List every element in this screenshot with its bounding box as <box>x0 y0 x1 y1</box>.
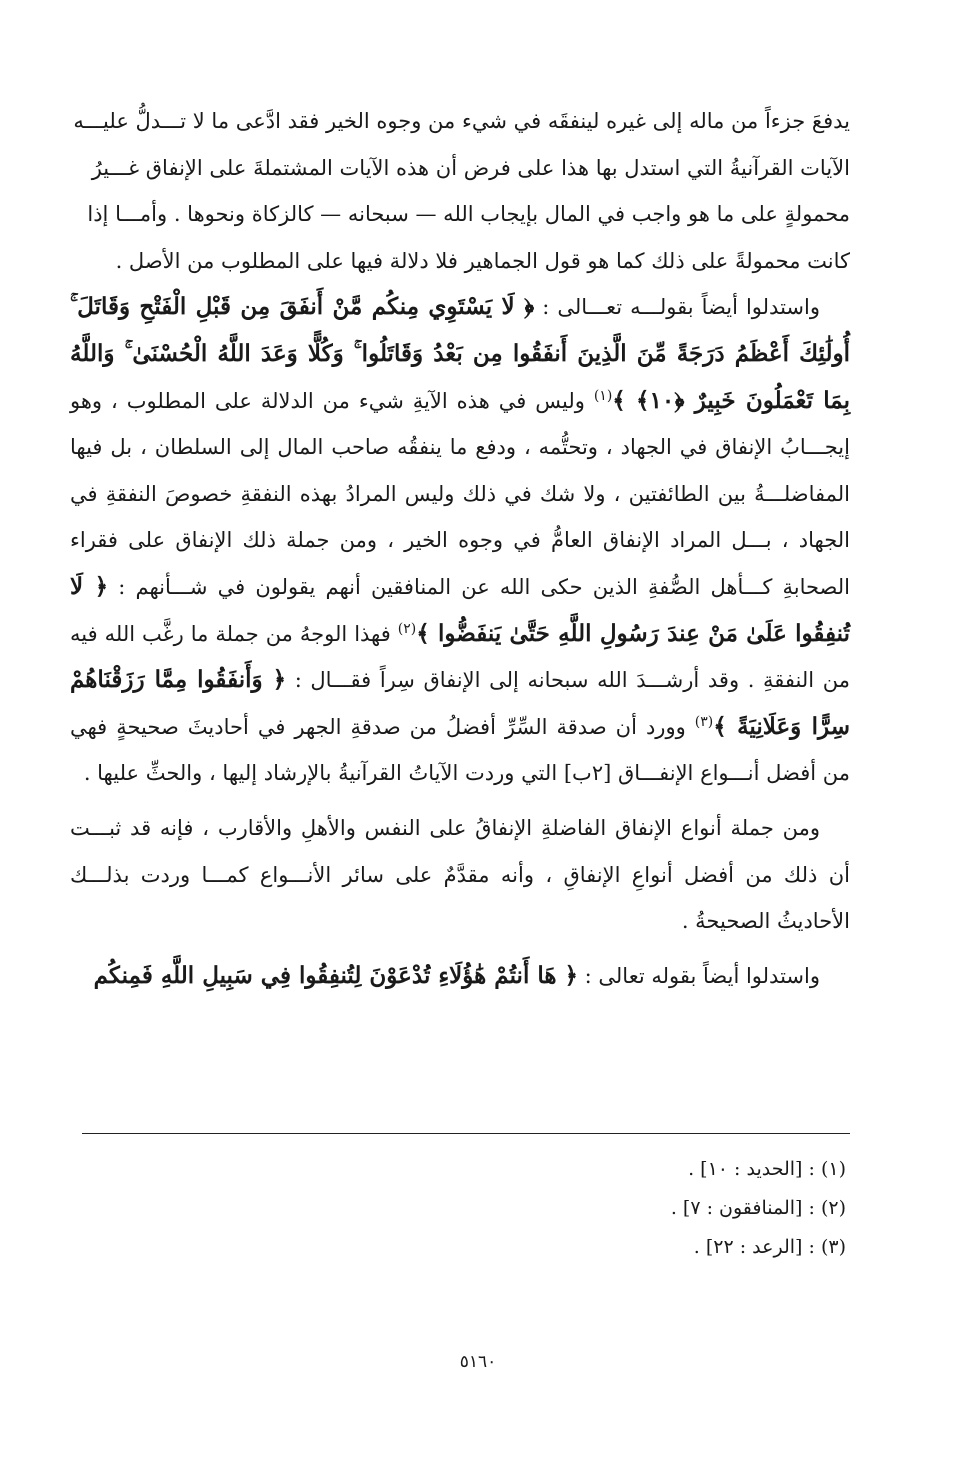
paragraph-2 <box>70 284 850 797</box>
text-segment: واستدلوا أيضاً بقولـــه تعـــالى : <box>534 295 820 320</box>
text-segment: فهذا الوجهُ من جملة ما رغَّب الله فيه من النفقةِ . وقد أرشـــدَ الله سبحانه إلى الإنفاق سِراً فقـــال : <box>70 621 851 693</box>
footnotes <box>346 1150 846 1267</box>
paragraph-3: ومن جملة أنواع الإنفاق الفاضلةِ الإنفاقُ على النفس والأهلِ والأقارب ، فإنه قد ثبـــت أن ذلك من أفضل أنواعِ الإنفاقِ ، وأنه مقدَّمٌ على سائر الأنـــواع كمـــا وردت بذلـــك الأحاديثُ الصحيحةُ . <box>70 815 850 934</box>
footnote-marker: (١) <box>593 387 613 404</box>
text-line: كانت محمولةً على ذلك كما هو قول الجماهير فلا دلالة فيها على المطلوب من الأصل . <box>115 248 850 273</box>
paragraph-1 <box>70 98 850 284</box>
page-number: ٥١٦٠ <box>459 1352 497 1372</box>
footnote-marker: (٢) <box>397 620 417 637</box>
footnote-1: (١) : [الحديد : ١٠] . <box>688 1158 846 1180</box>
footnote-marker: (٣) <box>694 713 714 730</box>
text-segment: وليس في هذه الآيةِ شيء من الدلالة على المطلوب ، وهو إيجـــابُ الإنفاق في الجهاد ، وتحتُّمه ، ودفع ما ينفقُه صاحب المال إلى السلطان ، بل فيها المفاضلـــةُ بين الطائفتين ، ولا شك في ذلك وليس المرادُ بهذه النفقةِ خصوصَ النفقةِ في الجهاد ، بـــل المراد الإنفاق العامُّ في وجوه الخير ، ومن جملة ذلك الإنفاق على فقراء الصحابةِ كـــأهل الصُّفةِ الذين حكى الله عن المنافقين أنهم يقولون في شـــأنهم : <box>70 388 850 599</box>
text-segment: واستدلوا أيضاً بقوله تعالى : <box>577 963 820 988</box>
quran-verse: ﴿ وَأَنفَقُوا مِمَّا رَزَقْنَاهُمْ سِرًّا وَعَلَانِيَةً ﴾ <box>70 666 850 740</box>
quran-verse: ﴿ هَا أَنتُمْ هَٰؤُلَاءِ تُدْعَوْنَ لِتُنفِقُوا فِي سَبِيلِ اللَّهِ فَمِنكُم <box>93 961 578 989</box>
footnote-3: (٣) : [الرعد : ٢٢] . <box>693 1236 846 1258</box>
quran-verse: ﴿ لَا تُنفِقُوا عَلَىٰ مَنْ عِندَ رَسُولِ اللَّهِ حَتَّىٰ يَنفَضُّوا ﴾ <box>70 572 850 647</box>
paragraph-4 <box>70 953 850 1000</box>
text-line: محمولةٍ على ما هو واجب في المال بإيجاب الله — سبحانه — كالزكاة ونحوها . وأمـــا إذا <box>87 202 850 227</box>
text-segment: وورد أن صدقة السِّرِّ أفضلُ من صدقةِ الجهر في أحاديثَ صحيحةٍ فهي من أفضل أنـــواع الإنفـــاق [٢ب] التي وردت الآياتُ القرآنيةُ بالإرشاد إليها ، والحثِّ عليها . <box>70 714 850 786</box>
text-line: الآيات القرآنيةُ التي استدل بها هذا على فرض أن هذه الآيات المشتملةَ على الإنفاق غـــيرُ <box>91 155 850 180</box>
footnote-2: (٢) : [المنافقون : ٧] . <box>670 1197 846 1219</box>
quran-verse: ﴿ لَا يَسْتَوِي مِنكُم مَّنْ أَنفَقَ مِن قَبْلِ الْفَتْحِ وَقَاتَلَ ۚ أُولَٰئِكَ أَعْظَمُ دَرَجَةً مِّنَ الَّذِينَ أَنفَقُوا مِن بَعْدُ وَقَاتَلُوا ۚ وَكُلًّا وَعَدَ اللَّهُ الْحُسْنَىٰ ۚ وَاللَّهُ بِمَا تَعْمَلُونَ خَبِيرٌ ﴿١٠﴾ ﴾ <box>70 293 850 414</box>
text-line: يدفعَ جزءاً من ماله إلى غيره لينفقَه في شيء من وجوه الخير فقد ادَّعى ما لا تـــدلُّ عليـــه <box>73 109 850 133</box>
main-text <box>70 98 850 999</box>
footnote-separator <box>82 1133 850 1134</box>
